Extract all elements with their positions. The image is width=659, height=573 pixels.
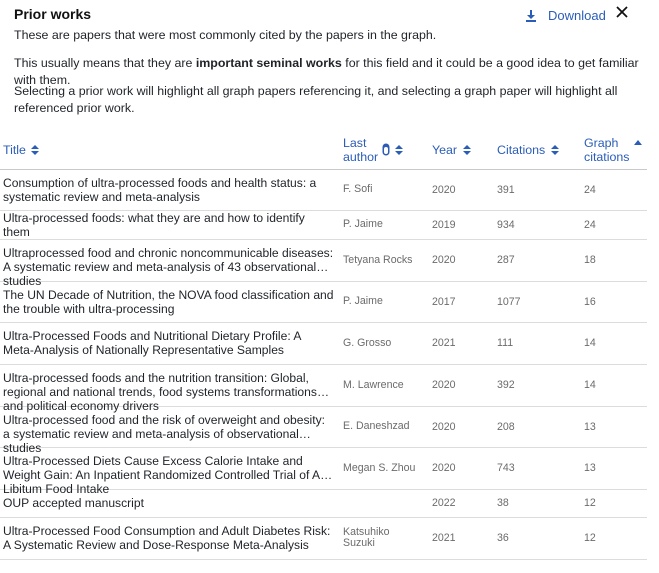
table-row[interactable] (0, 447, 647, 489)
row-year: 2020 (432, 406, 497, 447)
row-year: 2020 (432, 239, 497, 281)
row-graph-citations: 24 (584, 210, 647, 239)
row-title: Consumption of ultra-processed foods and health status: a systematic review and meta-analysis (3, 175, 317, 204)
row-citations: 743 (497, 447, 584, 489)
row-graph-citations: 13 (584, 447, 647, 489)
table-header-row (0, 131, 647, 169)
row-citations: 934 (497, 210, 584, 239)
row-graph-citations: 13 (584, 406, 647, 447)
row-author: F. Sofi (343, 169, 432, 210)
row-year: 2017 (432, 281, 497, 322)
row-year: 2022 (432, 489, 497, 517)
row-graph-citations: 12 (584, 489, 647, 517)
row-citations: 38 (497, 489, 584, 517)
row-year: 2019 (432, 210, 497, 239)
close-icon[interactable] (614, 4, 630, 20)
row-title: Ultra-processed foods and the nutrition transition: Global, regional and national trends, food systems transformations and political economy drivers (3, 371, 317, 413)
row-title: Ultra-Processed Foods and Nutritional Dietary Profile: A Meta-Analysis of Nationally Representative Samples (3, 329, 301, 357)
panel-header (14, 6, 644, 26)
table-row[interactable] (0, 239, 647, 281)
intro-text: These are papers that were most commonly cited by the papers in the graph. (14, 28, 437, 42)
row-author: P. Jaime (343, 210, 432, 239)
header-graph-citations[interactable]: Graph citations (584, 131, 647, 169)
row-year: 2020 (432, 447, 497, 489)
row-title: Ultra-processed foods: what they are and how to identify them (3, 210, 305, 239)
seminal-text: This usually means that they are important seminal works for this field and it could be a good idea to get familiar with them. (14, 56, 639, 87)
download-label: Download (548, 8, 606, 23)
row-author: Katsuhiko Suzuki (343, 517, 432, 559)
row-title: Ultra-processed food and the risk of overweight and obesity: a systematic review and meta-analysis of observational studies (3, 412, 326, 455)
row-title: Ultra-Processed Diets Cause Excess Calorie Intake and Weight Gain: An Inpatient Randomized Controlled Trial of Ad Libitum Food Intake (3, 454, 327, 496)
row-author (343, 489, 432, 517)
table-row[interactable] (0, 364, 647, 406)
sort-ascending-icon (633, 138, 643, 148)
download-button[interactable] (526, 8, 606, 23)
row-citations: 111 (497, 322, 584, 364)
row-author: M. Lawrence (343, 364, 432, 406)
filter-pill-icon[interactable] (382, 143, 390, 156)
row-author: Tetyana Rocks (343, 239, 432, 281)
row-author: Megan S. Zhou (343, 447, 432, 489)
sort-icon (461, 144, 473, 156)
row-title: OUP accepted manuscript (3, 496, 144, 510)
row-citations: 1077 (497, 281, 584, 322)
row-title: The UN Decade of Nutrition, the NOVA food classification and the trouble with ultra-processing (3, 287, 334, 316)
row-author: G. Grosso (343, 322, 432, 364)
row-citations: 208 (497, 406, 584, 447)
prior-works-table (0, 131, 647, 560)
row-year: 2020 (432, 169, 497, 210)
table-row[interactable] (0, 169, 647, 210)
row-graph-citations: 12 (584, 517, 647, 559)
row-graph-citations: 14 (584, 322, 647, 364)
table-row[interactable] (0, 281, 647, 322)
table-row[interactable] (0, 322, 647, 364)
header-year[interactable]: Year (432, 131, 497, 169)
sort-icon (29, 144, 41, 156)
row-graph-citations: 24 (584, 169, 647, 210)
row-graph-citations: 18 (584, 239, 647, 281)
row-graph-citations: 14 (584, 364, 647, 406)
row-title: Ultra-Processed Food Consumption and Adult Diabetes Risk: A Systematic Review and Dose-Response Meta-Analysis (3, 524, 331, 552)
seminal-emphasis: important seminal works (195, 56, 342, 70)
table-row[interactable] (0, 210, 647, 239)
table-row[interactable] (0, 517, 647, 559)
row-year: 2021 (432, 322, 497, 364)
row-citations: 36 (497, 517, 584, 559)
header-last-author[interactable]: Last author (343, 131, 432, 169)
row-graph-citations: 16 (584, 281, 647, 322)
download-icon (526, 10, 536, 22)
header-title[interactable]: Title (0, 131, 343, 169)
row-citations: 391 (497, 169, 584, 210)
sort-icon (549, 144, 561, 156)
header-citations[interactable]: Citations (497, 131, 584, 169)
row-citations: 392 (497, 364, 584, 406)
sort-icon (393, 144, 405, 156)
highlight-text: Selecting a prior work will highlight all graph papers referencing it, and selecting a graph paper will highlight all referenced prior work. (14, 84, 618, 115)
row-citations: 287 (497, 239, 584, 281)
row-year: 2021 (432, 517, 497, 559)
table-row[interactable] (0, 406, 647, 447)
row-year: 2020 (432, 364, 497, 406)
panel-title: Prior works (14, 6, 92, 22)
row-title: Ultraprocessed food and chronic noncommunicable diseases: A systematic review and meta-analysis of 43 observational studies (3, 246, 334, 288)
row-author: P. Jaime (343, 281, 432, 322)
row-author: E. Daneshzad (343, 406, 432, 447)
